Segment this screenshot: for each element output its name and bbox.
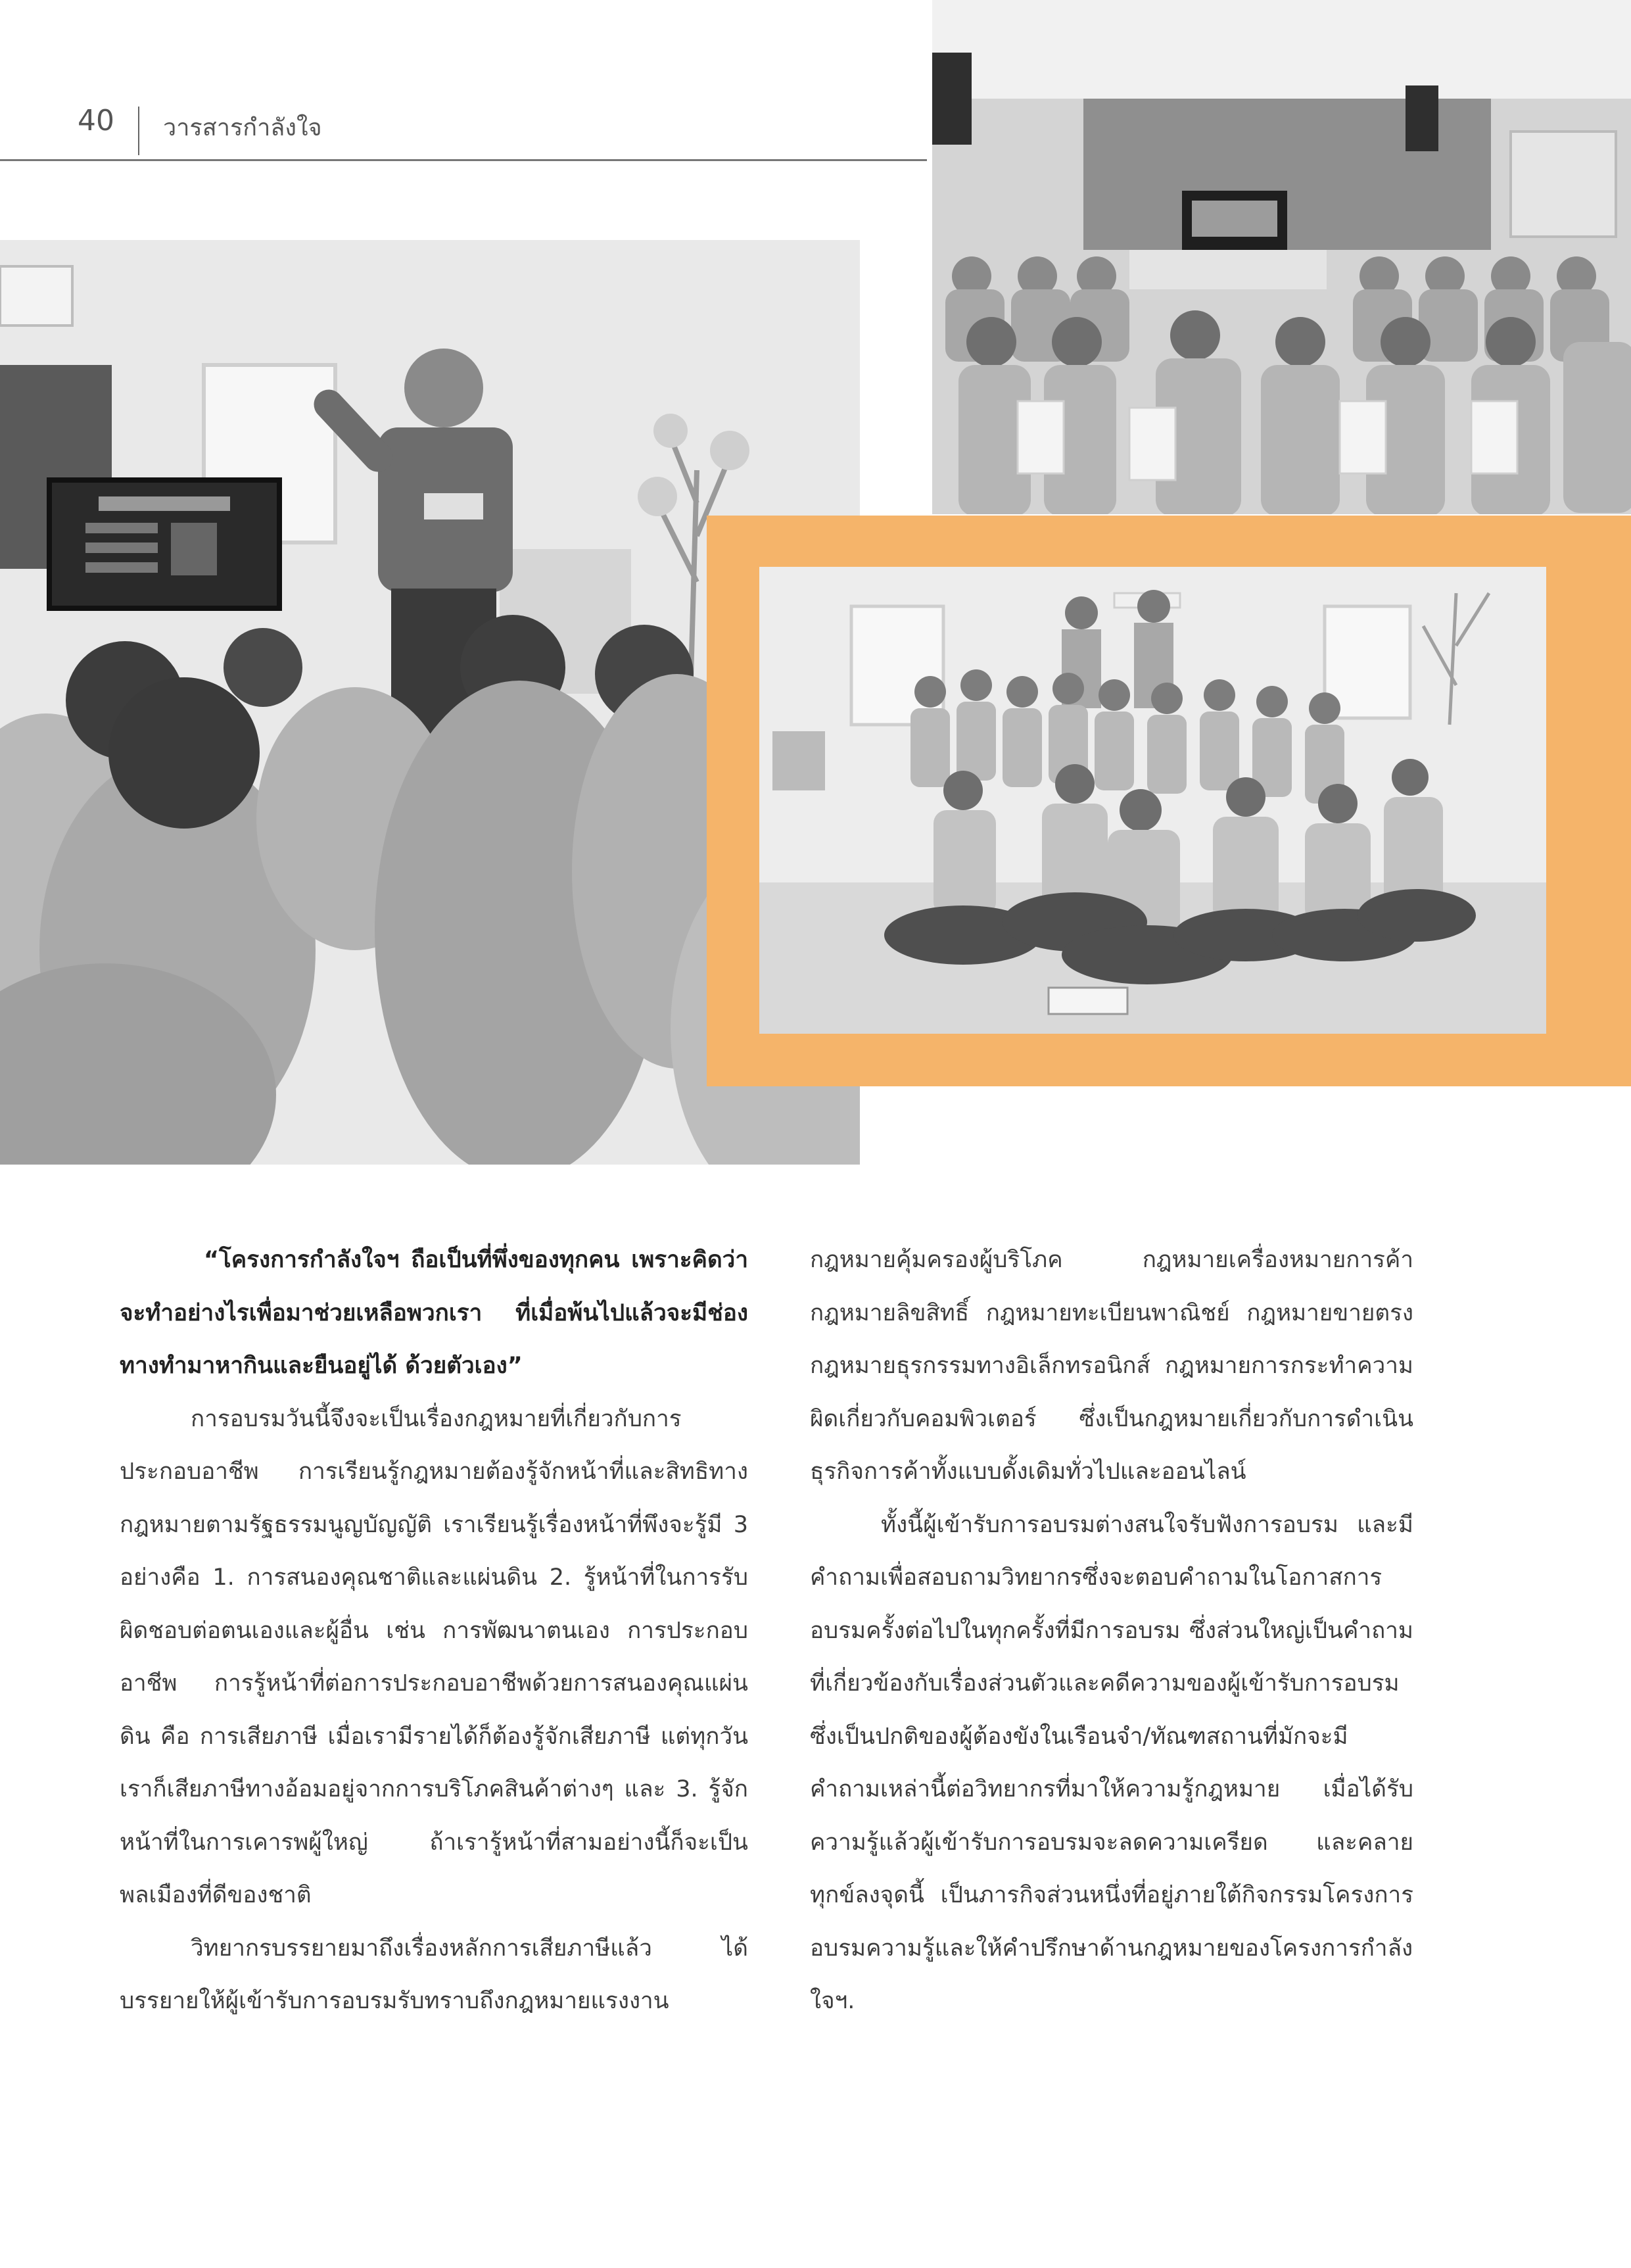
pull-quote: “โครงการกำลังใจฯ ถือเป็นที่พึ่งของทุกคน เพราะคิดว่าจะทำอย่างไรเพื่อมาช่วยเหลือพวกเรา ที่เมื่อพ้นไปแล้วจะมีช่องทางทำมาหากินและยืนอยู่ได้ ด้วยตัวเอง”: [120, 1247, 748, 1379]
article-paragraph: การอบรมวันนี้จึงจะเป็นเรื่องกฎหมายที่เกี่ยวกับการประกอบอาชีพ การเรียนรู้กฎหมายต้องรู้จักหน้าที่และสิทธิทางกฎหมายตามรัฐธรรมนูญบัญญัติ เราเรียนรู้เรื่องหน้าที่พึงจะรู้มี 3 อย่างคือ 1. การสนองคุณชาติและแผ่นดิน 2. รู้หน้าที่ในการรับผิดชอบต่อตนเองและผู้อื่น เช่น การพัฒนาตนเอง การประกอบอาชีพ การรู้หน้าที่ต่อการประกอบอาชีพด้วยการสนองคุณแผ่นดิน คือ การเสียภาษี เมื่อเรามีรายได้ก็ต้องรู้จักเสียภาษี แต่ทุกวันเราก็เสียภาษีทางอ้อมอยู่จากการบริโภคสินค้าต่างๆ และ 3. รู้จักหน้าที่ในการเคารพผู้ใหญ่ ถ้าเรารู้หน้าที่สามอย่างนี้ก็จะเป็นพลเมืองที่ดีของชาติ: [120, 1405, 748, 1908]
article-column-left: [120, 1234, 748, 2028]
journal-name: วารสารกำลังใจ: [163, 114, 322, 141]
article-paragraph: วิทยากรบรรยายมาถึงเรื่องหลักการเสียภาษีแล้ว ได้บรรยายให้ผู้เข้ารับการอบรมรับทราบถึงกฎหมายแรงงาน: [120, 1935, 748, 2014]
header-rule: [0, 159, 927, 161]
article-paragraph: ทั้งนี้ผู้เข้ารับการอบรมต่างสนใจรับฟังการอบรม และมีคำถามเพื่อสอบถามวิทยากรซึ่งจะตอบคำถามในโอกาสการอบรมครั้งต่อไปในทุกครั้งที่มีการอบรม ซึ่งส่วนใหญ่เป็นคำถามที่เกี่ยวข้องกับเรื่องส่วนตัวและคดีความของผู้เข้ารับการอบรมซึ่งเป็นปกติของผู้ต้องขังในเรือนจำ/ทัณฑสถานที่มักจะมีคำถามเหล่านี้ต่อวิทยากรที่มาให้ความรู้กฎหมาย เมื่อได้รับความรู้แล้วผู้เข้ารับการอบรมจะลดความเครียด และคลายทุกข์ลงจุดนี้ เป็นภารกิจส่วนหนึ่งที่อยู่ภายใต้กิจกรรมโครงการอบรมความรู้และให้คำปรึกษาด้านกฎหมายของโครงการกำลังใจฯ.: [810, 1511, 1413, 2014]
page-number: 40: [78, 104, 114, 137]
group-photo: [759, 567, 1546, 1034]
article-column-right: [810, 1234, 1413, 2028]
auditorium-photo: [932, 0, 1631, 514]
article-paragraph: กฎหมายคุ้มครองผู้บริโภค กฎหมายเครื่องหมายการค้า กฎหมายลิขสิทธิ์ กฎหมายทะเบียนพาณิชย์ กฎหมายขายตรง กฎหมายธุรกรรมทางอิเล็กทรอนิกส์ กฎหมายการกระทำความผิดเกี่ยวกับคอมพิวเตอร์ ซึ่งเป็นกฎหมายเกี่ยวกับการดำเนินธุรกิจการค้าทั้งแบบดั้งเดิมทั่วไปและออนไลน์: [810, 1247, 1413, 1485]
header-divider: [138, 107, 139, 155]
